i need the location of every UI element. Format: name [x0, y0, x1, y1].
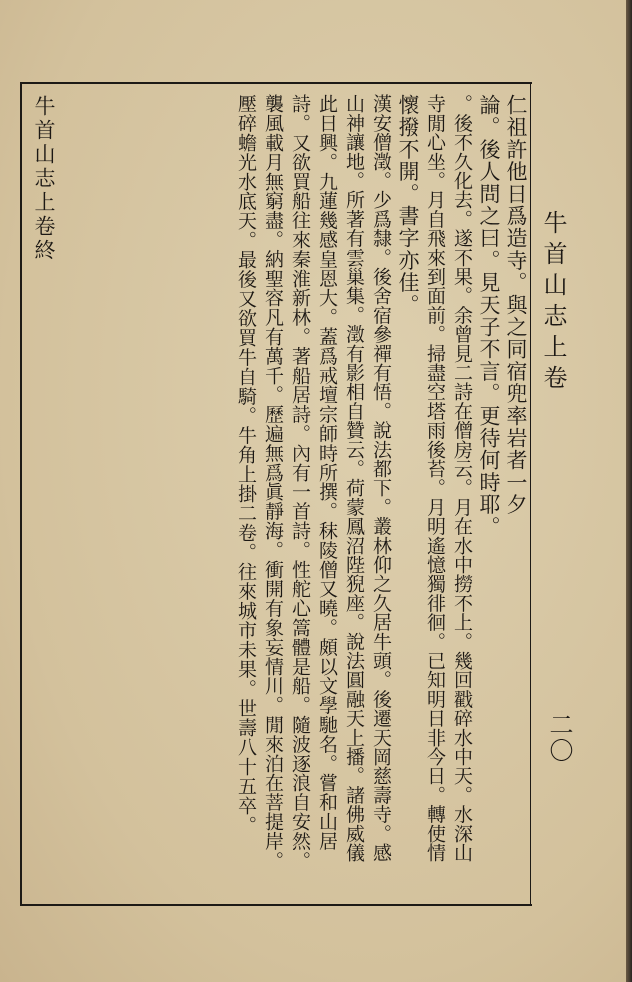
frame-top-border: [20, 82, 532, 84]
page-number: 二〇: [545, 712, 573, 764]
volume-end-mark: 牛首山志上卷終: [32, 95, 56, 263]
margin-book-title: 牛首山志上卷: [539, 210, 567, 396]
text-column-4: 寺閒心坐。月自飛來到面前。掃盡空塔雨後苔。月明遙憶獨徘徊。已知明日非今日。轉使情: [424, 94, 446, 862]
text-column-11: 壓碎蟾光水底天。最後又欲買牛自騎。牛角上掛二卷。往來城市未果。世壽八十五卒。: [235, 94, 257, 835]
book-spine-edge: [626, 0, 632, 982]
text-column-2: 論。後人問之曰。見天子不言。更待何時耶。: [477, 94, 501, 538]
text-column-8: 此日興。九蓮幾感皇恩大。蓋爲戒壇宗師時所撰。秣陵僧又曉。頗以文學馳名。嘗和山居: [316, 94, 338, 851]
text-column-9: 詩。又欲買船往來秦淮新林。著船居詩。內有一首詩。性舵心篙體是船。隨波逐浪自安然。: [289, 94, 311, 870]
frame-right-border: [530, 82, 531, 906]
text-column-1: 仁祖許他日爲造寺。與之同宿兜率岩者一夕: [504, 94, 528, 516]
frame-left-border: [20, 82, 22, 906]
text-column-3: 。後不久化去。遂不果。余曾見二詩在僧房云。月在水中撈不上。幾回戳碎水中天。水深山: [451, 94, 473, 862]
text-column-5: 懷撥不開。書字亦佳。: [396, 94, 420, 316]
text-column-10: 襲風載月無窮盡。納聖容凡有萬千。歷遍無爲眞靜海。衝開有象妄情川。閒來泊在菩提岸。: [262, 94, 284, 870]
text-column-6: 漢安僧澂。少爲隸。後舍宿參禪有悟。說法都下。叢林仰之久居牛頭。後遷天岡慈壽寺。感: [370, 94, 392, 862]
frame-bottom-border: [20, 904, 532, 906]
text-column-7: 山神讓地。所著有雲巢集。澂有影相自贊云。荷蒙鳳沼陛猊座。說法圓融天上播。諸佛威儀: [343, 94, 365, 862]
